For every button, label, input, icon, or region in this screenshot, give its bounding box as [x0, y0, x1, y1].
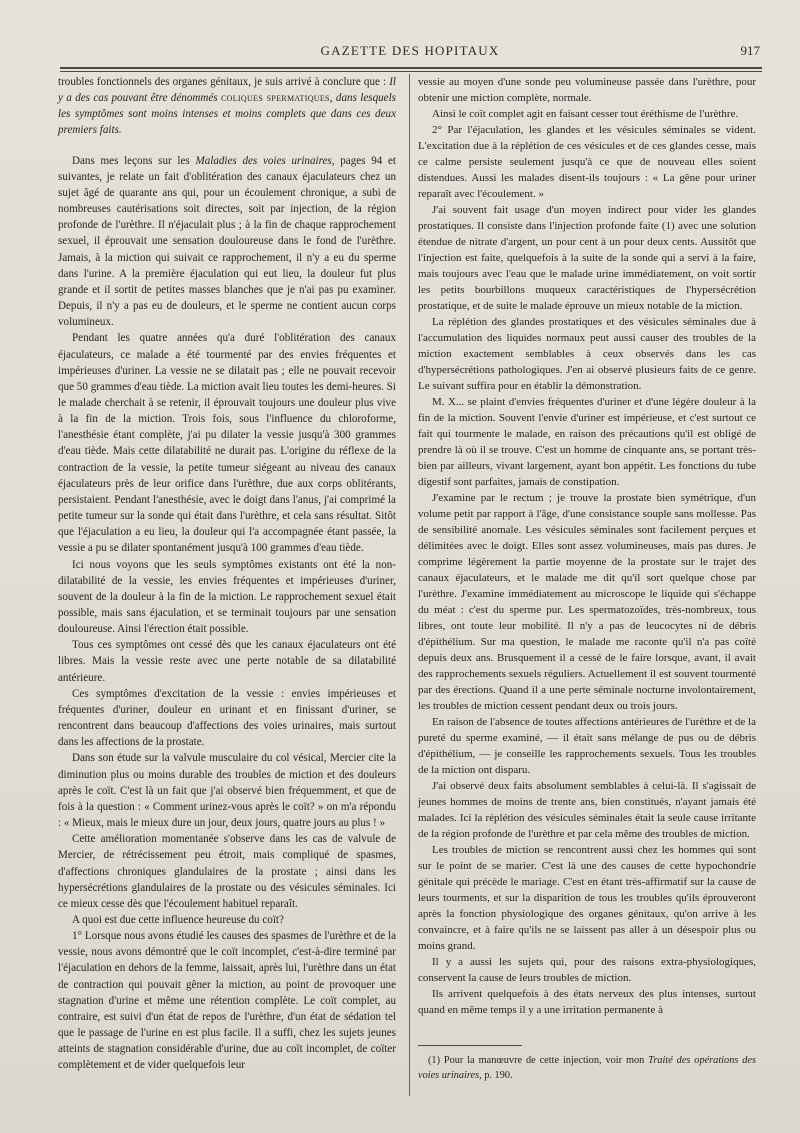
running-header	[60, 41, 760, 65]
paragraph: Dans mes leçons sur les Maladies des voies urinaires, pages 94 et suivantes, je relate un fait d'oblitération des canaux éjaculateurs chez un sujet âgé de quarante ans qui, pour un écoulement chronique, a subi de nombreuses cautérisations soit directes, soit par injection, de la région profonde de l'urèthre. Il n'éjaculait plus ; à la fin de chaque rapprochement sexuel, il éprouvait une sensation douloureuse dans le fond de l'urèthre. Jamais, à la miction qui suivait ce rapprochement, il n'y a eu du sperme dans l'urine. A la première éjaculation qui eut lieu, la douleur fut plus grande et il sortit de petites masses blanches que je n'ai pas pu examiner. Depuis, il n'y a pas eu de douleurs, et le sperme ne contient aucun corps volumineux.	[58, 154, 396, 329]
paragraph: Ainsi le coït complet agit en faisant cesser tout éréthisme de l'urèthre.	[432, 108, 739, 120]
paragraph: J'examine par le rectum ; je trouve la prostate bien symétrique, d'un volume petit par rapport à l'âge, d'une consistance souple sans mollesse. Pas de sensibilité anomale. Les vésicules séminales sont facilement perçues et délimitées avec le doigt. Elles sont assez volumineuses, mais pas dures. Je comprime légèrement la partie moyenne de la prostate sur le trajet des canaux éjaculateurs, et le malade me dit qu'il sort quelque chose par l'urèthre. J'examine immédiatement au microscope le liquide qui s'échappe du méat : c'est du sperme pur. Les spermatozoïdes, très-nombreux, tous libres, ont toute leur mobilité. Il n'y a pas de leucocytes ni de débris d'épithélium. Sur ma question, le malade me raconte qu'il n'a pas coïté depuis deux ans. Brusquement il a cessé de le faire lorsque, avant, il avait des rapprochements sexuels réguliers. Actuellement il est souvent tourmenté par des érections. Quand il a une perte séminale nocturne involontairement, les troubles de miction cessent pendant deux ou trois jours.	[418, 492, 756, 712]
left-column	[58, 74, 396, 1074]
footnote-book-title: Traité des opérations des voies urinaires	[418, 1055, 756, 1081]
paragraph: A quoi est due cette influence heureuse du coït?	[72, 913, 284, 926]
book-title: Maladies des voies urinaires	[195, 154, 332, 167]
paragraph: En raison de l'absence de toutes affections antérieures de l'urèthre et de la pureté du sperme examiné, — il était sans mélange de pus ou de débris d'épithélium, — je conseille les rapprochements sexuels. Tous les troubles de la miction ont disparu.	[418, 716, 756, 776]
paragraph: Pendant les quatre années qu'a duré l'oblitération des canaux éjaculateurs, ce malade a été tourmenté par des envies fréquentes et impérieuses d'uriner. La vessie ne se dilatait pas ; elle ne pouvait recevoir que 50 grammes d'eau tiède. La miction avait lieu toutes les demi-heures. Si le malade cherchait à se retenir, il éprouvait toujours une douleur plus vive à la fin de la miction. Trois fois, sous l'influence du chloroforme, l'anesthésie étant complète, j'ai pu dilater la vessie jusqu'à 300 grammes d'eau tiède. Mais cette dilatabilité ne durait pas. L'origine du réflexe de la contraction de la vessie, la petite tumeur siégeant au niveau des canaux éjaculateurs près de leur orifice dans l'urèthre, due aux corps oblitérants, persistaient. Pendant l'anesthésie, avec le doigt dans l'anus, j'ai comprimé la petite tumeur sur la sonde qui était dans l'urèthre, et cela sans résultat. Sitôt que l'éjaculation a eu lieu, la douleur qui l'a accompagnée étant passée, la vessie a pu se dilater spontanément jusqu'à 100 grammes d'eau tiède.	[58, 332, 396, 555]
footnote-rule	[418, 1045, 522, 1046]
footnote: (1) Pour la manœuvre de cette injection, voir mon Traité des opérations des voies urinaires, p. 190.	[418, 1055, 756, 1081]
paragraph: Il y a aussi les sujets qui, pour des raisons extra-physiologiques, conservent la cause de leurs troubles de miction.	[418, 956, 756, 984]
intro-paragraph: troubles fonctionnels des organes génitaux, je suis arrivé à conclure que : Il y a des cas pouvant être dénommés coliques spermatiques, dans lesquels les symptômes sont moins intenses et moins complets que dans ces deux premiers faits.	[58, 76, 396, 137]
paragraph: Ils arrivent quelquefois à des états nerveux des plus intenses, surtout quand en même temps il y a une irritation permanente à	[418, 988, 756, 1016]
paragraph: J'ai souvent fait usage d'un moyen indirect pour vider les glandes prostatiques. Il consiste dans l'injection profonde faite (1) avec une solution étendue de nitrate d'argent, un pour cent à un pour deux cents. Aussitôt que l'injection est faite, quelquefois à la suite de la sonde qui a servi à la faire, mais toujours avec l'eau que le malade urine immédiatement, on voit sortir les petits bourbillons muqueux caractéristiques de l'hypersécrétion prostatique, et de suite le malade éprouve un mieux notable de la miction.	[418, 204, 756, 312]
page-number: 917	[740, 43, 760, 58]
term-smallcaps: coliques spermatiques	[221, 92, 330, 105]
paragraph: Les troubles de miction se rencontrent aussi chez les hommes qui sont sur le point de se marier. C'est là une des causes de cette hypochondrie génitale qui précède le mariage. C'est en étant très-affirmatif sur la cause de leurs tourments, et sur la disparition de tous les troubles qu'ils éprouveront après la fonction physiologique des organes génitaux, qu'on arrive à les convaincre, et à faire qu'ils ne se laissent pas aller à un désespoir plus ou moins grand.	[418, 844, 756, 952]
header-rule-thick	[60, 67, 762, 69]
paragraph: La réplétion des glandes prostatiques et des vésicules séminales due à l'accumulation des liquides normaux peut aussi causer des troubles de la miction exactement semblables à ceux observés dans les cas d'hypersécrétions pathologiques. J'en ai observé plusieurs faits de ce genre. Le suivant suffira pour en établir la démonstration.	[418, 316, 756, 392]
journal-title: GAZETTE DES HOPITAUX	[320, 43, 500, 58]
paragraph: 1° Lorsque nous avons étudié les causes des spasmes de l'urèthre et de la vessie, nous avons démontré que le coït incomplet, c'est-à-dire terminé par l'éjaculation en dehors de la femme, laissait, après lui, l'urèthre dans un état de contraction qui pouvait gêner la miction, au point de provoquer une stagnation d'urine et même une rétention complète. Le coït complet, au contraire, est suivi d'un état de repos de l'urèthre, d'un état de sédation tel que le passage de l'urine en est plus facile. Il a suffi, chez les sujets jeunes atteints de stagnation considérable d'urine, due au coït incomplet, de coïter complètement et de vider quelquefois leur	[58, 930, 396, 1072]
paragraph: J'ai observé deux faits absolument semblables à celui-là. Il s'agissait de jeunes hommes de moins de trente ans, bien constitués, n'ayant jamais été malades. Ici la réplétion des vésicules séminales était la seule cause irritante de la région profonde de l'urèthre et par cela même des troubles de miction.	[418, 780, 756, 840]
paragraph: M. X... se plaint d'envies fréquentes d'uriner et d'une légère douleur à la fin de la miction. Souvent l'envie d'uriner est impérieuse, et c'est surtout ce fait qui tourmente le malade, en raison des précautions qu'il est obligé de prendre là où il se trouve. C'est un homme de cinquante ans, se portant très-bien par ailleurs, vivant largement, ayant bon appétit. Les fonctions du tube digestif sont parfaites, jamais de constipation.	[418, 396, 756, 488]
header-rule-thin	[60, 71, 762, 72]
paragraph: vessie au moyen d'une sonde peu volumineuse passée dans l'urèthre, pour obtenir une miction complète, normale.	[418, 76, 756, 104]
right-column	[418, 74, 756, 1018]
column-divider	[409, 74, 410, 1096]
paragraph: Cette amélioration momentanée s'observe dans les cas de valvule de Mercier, de rétrécissement peu étroit, mais compliqué de spasmes, d'affections chroniques glandulaires de la prostate ; ainsi dans les hypersécrétions glandulaires de la prostate ou des vésicules séminales. Ici ce mieux cesse dès que l'écoulement habituel reparaît.	[58, 833, 396, 910]
paragraph: 2° Par l'éjaculation, les glandes et les vésicules séminales se vident. L'excitation due à la réplétion de ces vésicules et de ces glandes cesse, mais ce calme persiste seulement jusqu'à ce que de nouveau elles soient distendues. Aussi les malades disent-ils toujours : « La gêne pour uriner reparaît avec l'écoulement. »	[418, 124, 756, 200]
paragraph: Ici nous voyons que les seuls symptômes existants ont été la non-dilatabilité de la vessie, les envies fréquentes et impérieuses d'uriner, souvent de la douleur à la fin de la miction. Le rapprochement sexuel était possible, mais sans éjaculation, et se terminait toujours par une sensation douloureuse. Ainsi l'érection était possible.	[58, 558, 396, 636]
paragraph: Ces symptômes d'excitation de la vessie : envies impérieuses et fréquentes d'uriner, douleur en urinant et en finissant d'uriner, se rencontrent dans beaucoup d'affections des voies urinaires, mais surtout dans les affections de la prostate.	[58, 687, 396, 749]
paragraph: Dans son étude sur la valvule musculaire du col vésical, Mercier cite la diminution plus ou moins durable des troubles de miction et des douleurs après le coït. C'est là un fait que j'ai observé bien fréquemment, et que de fois à la question : « Comment urinez-vous après le coït? » on m'a répondu : « Mieux, mais le mieux dure un jour, deux jours, quatre jours au plus ! »	[58, 752, 396, 830]
paragraph: Tous ces symptômes ont cessé dès que les canaux éjaculateurs ont été libres. Mais la vessie reste avec une perte notable de sa dilatabilité antérieure.	[58, 639, 396, 684]
